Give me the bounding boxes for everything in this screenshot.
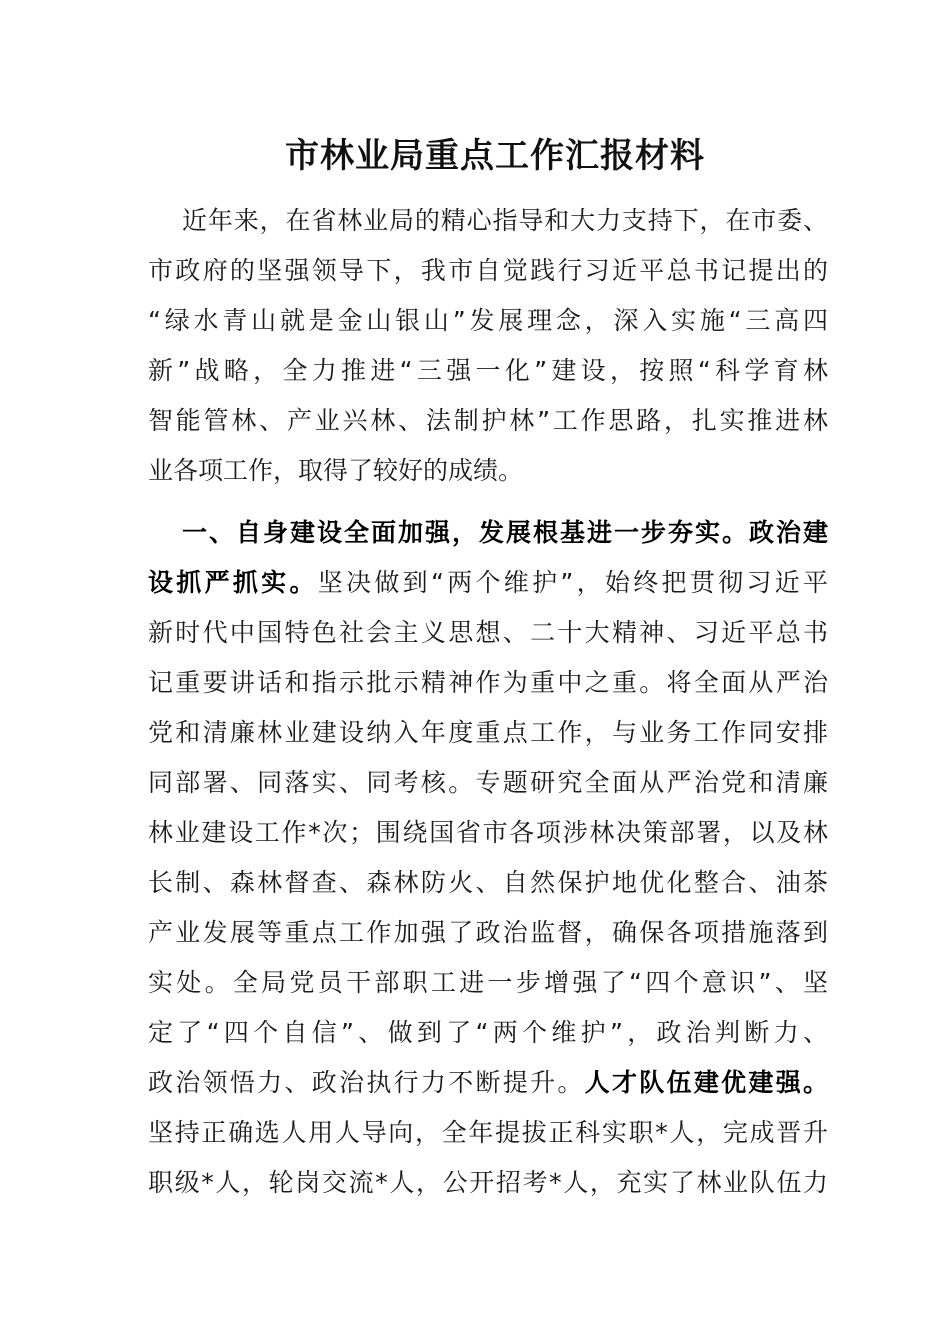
paragraph-line: 坚持正确选人用人导向，全年提拔正科实职*人，完成晋升 xyxy=(148,1118,828,1147)
paragraph-line: 业各项工作，取得了较好的成绩。 xyxy=(148,456,524,485)
paragraph-line: 新”战略，全力推进“三强一化”建设，按照“科学育林 xyxy=(148,356,828,385)
paragraph-line: 党和清廉林业建设纳入年度重点工作，与业务工作同安排 xyxy=(148,718,828,747)
paragraph-line: 实处。全局党员干部职工进一步增强了“四个意识”、坚 xyxy=(148,968,828,997)
paragraph-line: 同部署、同落实、同考核。专题研究全面从严治党和清廉 xyxy=(148,768,828,797)
paragraph-text: 坚决做到“两个维护”，始终把贯彻习近平 xyxy=(317,568,828,597)
paragraph-line: 产业发展等重点工作加强了政治监督，确保各项措施落到 xyxy=(148,918,828,947)
paragraph-line: 定了“四个自信”、做到了“两个维护”，政治判断力、 xyxy=(148,1018,828,1047)
paragraph-line: 长制、森林督查、森林防火、自然保护地优化整合、油茶 xyxy=(148,868,828,897)
document-title: 市林业局重点工作汇报材料 xyxy=(285,136,705,176)
section-heading-line xyxy=(182,508,828,558)
subsection-heading-talent: 人才队伍建优建强。 xyxy=(584,1068,828,1097)
subsection-heading-political: 政治建 xyxy=(748,518,828,547)
paragraph-text: 政治领悟力、政治执行力不断提升。 xyxy=(148,1068,585,1097)
paragraph-line xyxy=(148,558,828,608)
paragraph-line: 职级*人，轮岗交流*人，公开招考*人，充实了林业队伍力 xyxy=(148,1168,828,1197)
paragraph-line: 智能管林、产业兴林、法制护林”工作思路，扎实推进林 xyxy=(148,406,828,435)
paragraph-line: 新时代中国特色社会主义思想、二十大精神、习近平总书 xyxy=(148,618,828,647)
section-heading: 一、自身建设全面加强，发展根基进一步夯实。 xyxy=(182,518,749,547)
paragraph-line xyxy=(148,1058,828,1108)
paragraph-line: 记重要讲话和指示批示精神作为重中之重。将全面从严治 xyxy=(148,668,828,697)
paragraph-line: “绿水青山就是金山银山”发展理念，深入实施“三高四 xyxy=(148,306,828,335)
subsection-heading-political-cont: 设抓严抓实。 xyxy=(148,568,318,597)
paragraph-line: 市政府的坚强领导下，我市自觉践行习近平总书记提出的 xyxy=(148,256,828,285)
paragraph-line: 林业建设工作*次；围绕国省市各项涉林决策部署，以及林 xyxy=(148,818,828,847)
paragraph-line: 近年来，在省林业局的精心指导和大力支持下，在市委、 xyxy=(182,206,828,235)
